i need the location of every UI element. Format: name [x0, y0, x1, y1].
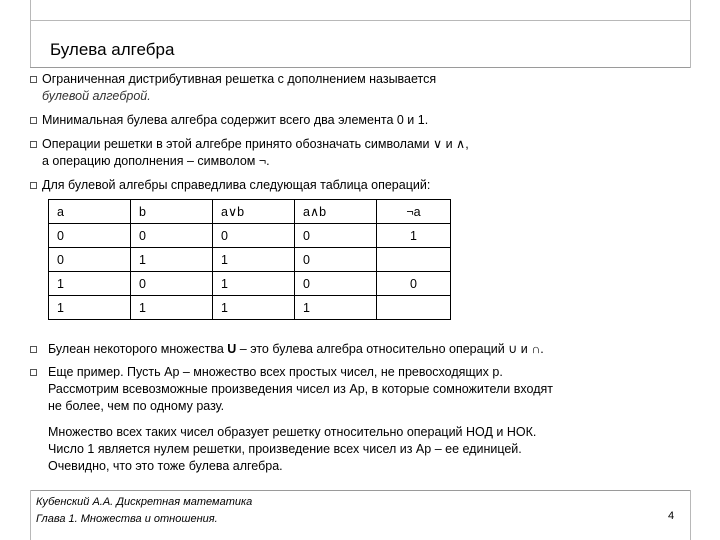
operations-line-2: а операцию дополнения – символом ¬.: [42, 154, 270, 168]
table-row: [49, 248, 451, 272]
footer-divider: [30, 490, 690, 491]
paragraph-table-intro: Для булевой алгебры справедлива следующая таблица операций:: [42, 178, 431, 192]
table-cell: 0: [49, 248, 131, 272]
table-cell: [377, 296, 451, 320]
paragraph-definition: [42, 71, 436, 105]
boolean-set-symbol: U: [227, 342, 237, 356]
table-row: [49, 296, 451, 320]
bullet-icon: [30, 346, 37, 353]
footer-chapter: Глава 1. Множества и отношения.: [36, 513, 218, 525]
table-header-cell: ¬a: [377, 200, 451, 224]
example-line-1: Еще пример. Пусть Ap – множество всех простых чисел, не превосходящих p.: [48, 365, 503, 379]
table-cell: 0: [295, 224, 377, 248]
table-cell: 0: [295, 272, 377, 296]
table-cell: 0: [295, 248, 377, 272]
table-header-cell: a: [49, 200, 131, 224]
table-cell: 1: [295, 296, 377, 320]
table-cell: 1: [131, 248, 213, 272]
table-header-cell: a∨b: [213, 200, 295, 224]
footer-frame-left: [30, 490, 31, 540]
bullet-icon: [30, 117, 37, 124]
frame-line-left: [30, 0, 31, 68]
bullet-icon: [30, 141, 37, 148]
bullet-icon: [30, 182, 37, 189]
table-cell: 1: [131, 296, 213, 320]
page-number: 4: [668, 510, 675, 522]
paragraph-operations: [42, 136, 469, 170]
definition-line-1: Ограниченная дистрибутивная решетка с дополнением называется: [42, 72, 437, 86]
footer-author: Кубенский А.А. Дискретная математика: [36, 496, 253, 508]
frame-line-top: [30, 20, 690, 21]
table-row: [49, 272, 451, 296]
table-cell: 0: [213, 224, 295, 248]
operations-line-1: Операции решетки в этой алгебре принято обозначать символами ∨ и ∧,: [42, 137, 469, 151]
table-cell: 0: [49, 224, 131, 248]
table-cell: 0: [131, 272, 213, 296]
table-header-cell: a∧b: [295, 200, 377, 224]
table-cell: 1: [49, 272, 131, 296]
bullet-icon: [30, 76, 37, 83]
paragraph-lattice: [48, 424, 536, 475]
lattice-line-3: Очевидно, что это тоже булева алгебра.: [48, 459, 283, 473]
paragraph-boolean: [48, 341, 544, 358]
boolean-text-start: Булеан некоторого множества: [48, 342, 228, 356]
boolean-text-end: – это булева алгебра относительно операций ∪ и ∩.: [236, 342, 544, 356]
example-line-3: не более, чем по одному разу.: [48, 399, 225, 413]
table-cell: 1: [213, 248, 295, 272]
definition-term: булевой алгеброй.: [42, 89, 151, 103]
bullet-icon: [30, 369, 37, 376]
table-cell: 1: [377, 224, 451, 248]
slide-title: Булева алгебра: [50, 40, 175, 59]
table-cell: [377, 248, 451, 272]
table-header-row: [49, 200, 451, 224]
lattice-line-2: Число 1 является нулем решетки, произведение всех чисел из Ap – ее единицей.: [48, 442, 522, 456]
table-header-cell: b: [131, 200, 213, 224]
table-cell: 1: [213, 272, 295, 296]
table-cell: 0: [377, 272, 451, 296]
paragraph-minimal: Минимальная булева алгебра содержит всего два элемента 0 и 1.: [42, 113, 429, 127]
title-divider: [30, 67, 690, 68]
table-cell: 1: [49, 296, 131, 320]
paragraph-example: [48, 364, 553, 415]
table-row: [49, 224, 451, 248]
lattice-line-1: Множество всех таких чисел образует решетку относительно операций НОД и НОК.: [48, 425, 537, 439]
footer-frame-right: [690, 490, 691, 540]
footer-citation: [36, 494, 252, 528]
frame-line-right: [690, 0, 691, 68]
example-line-2: Рассмотрим всевозможные произведения чисел из Ap, в которые сомножители входят: [48, 382, 553, 396]
table-cell: 0: [131, 224, 213, 248]
operations-table: [48, 199, 451, 320]
table-cell: 1: [213, 296, 295, 320]
